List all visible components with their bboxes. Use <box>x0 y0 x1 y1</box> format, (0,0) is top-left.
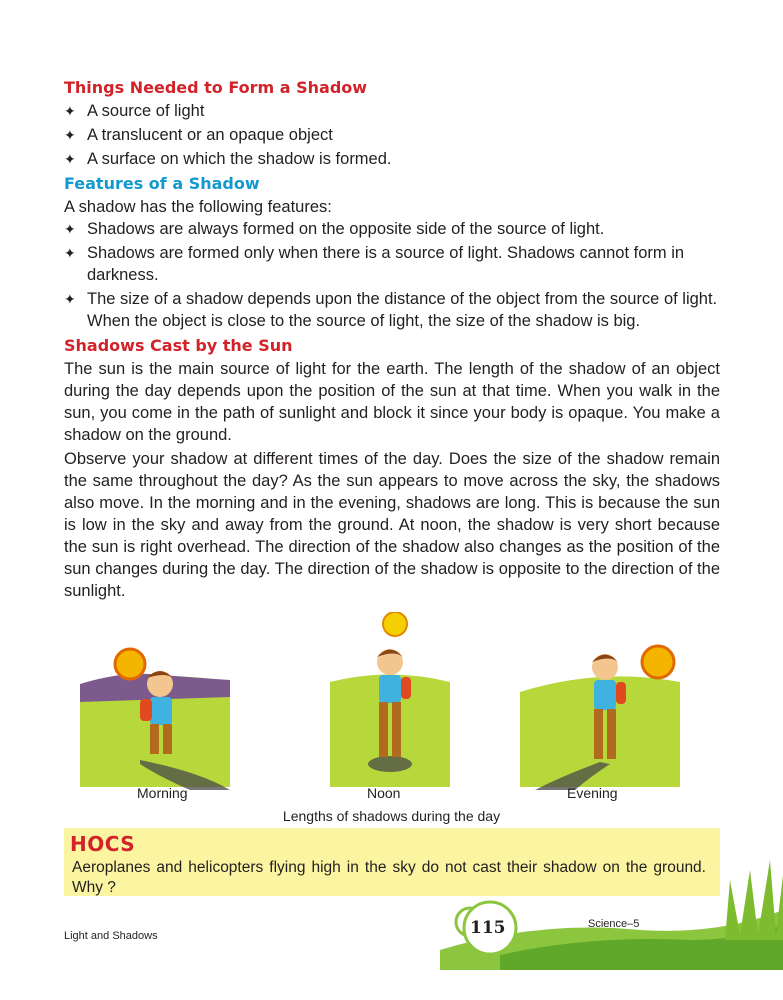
figure-caption: Lengths of shadows during the day <box>282 808 501 824</box>
hocs-question: Aeroplanes and helicopters flying high in the sky do not cast their shadow on the ground. Why ? <box>72 859 706 896</box>
bullet-star-icon: ✦ <box>64 103 76 119</box>
page-number: 115 <box>470 918 506 938</box>
section-heading-features: Features of a Shadow <box>64 174 260 193</box>
chapter-title: Light and Shadows <box>64 930 158 942</box>
bullet-star-icon: ✦ <box>64 221 76 237</box>
morning-sun-icon <box>115 649 145 679</box>
evening-scene <box>520 646 680 790</box>
figure-label-noon: Noon <box>367 785 401 801</box>
section-heading-shadows-sun: Shadows Cast by the Sun <box>64 336 293 355</box>
noon-scene <box>330 612 450 787</box>
page-content <box>64 76 720 602</box>
figure-label-morning: Morning <box>137 785 188 801</box>
things-needed-list <box>64 100 720 170</box>
features-list <box>64 218 720 332</box>
list-item: ✦ A translucent or an opaque object <box>64 126 333 144</box>
morning-scene <box>80 649 230 790</box>
section-heading-things-needed: Things Needed to Form a Shadow <box>64 78 368 97</box>
bullet-star-icon: ✦ <box>64 245 76 261</box>
paragraph-1: The sun is the main source of light for the earth. The length of the shadow of an object during the day depends upon the position of the sun at that time. When you walk in the sun, you come in the path of sunlight and block it since your body is opaque. You make a shadow on the ground. <box>64 360 720 444</box>
bullet-star-icon: ✦ <box>64 151 76 167</box>
noon-sun-icon <box>383 612 407 636</box>
hocs-title: HOCS <box>70 832 136 856</box>
evening-sun-icon <box>642 646 674 678</box>
bullet-star-icon: ✦ <box>64 291 76 307</box>
list-item: ✦ The size of a shadow depends upon the distance of the object from the source of light. When the object is close to the source of light, the size of the shadow is big. <box>64 290 718 330</box>
features-intro: A shadow has the following features: <box>64 198 332 216</box>
list-item: ✦ Shadows are always formed on the opposite side of the source of light. <box>64 220 605 238</box>
list-item: ✦ Shadows are formed only when there is a source of light. Shadows cannot form in darkness. <box>64 244 685 284</box>
list-item: ✦ A source of light <box>64 102 205 120</box>
figure-label-evening: Evening <box>567 785 618 801</box>
shadow-illustrations <box>0 612 783 792</box>
bullet-star-icon: ✦ <box>64 127 76 143</box>
paragraph-2: Observe your shadow at different times of the day. Does the size of the shadow remain the same throughout the day? As the sun appears to move across the sky, the shadows also move. In the morning and in the evening, shadows are long. This is because the sun is low in the sky and away from the ground. At noon, the shadow is very short because the sun is right overhead. The direction of the shadow also changes as the position of the sun changes during the day. The direction of the shadow is opposite to the direction of the sunlight. <box>64 450 720 600</box>
book-title: Science–5 <box>588 918 640 930</box>
list-item: ✦ A surface on which the shadow is formed. <box>64 150 392 168</box>
